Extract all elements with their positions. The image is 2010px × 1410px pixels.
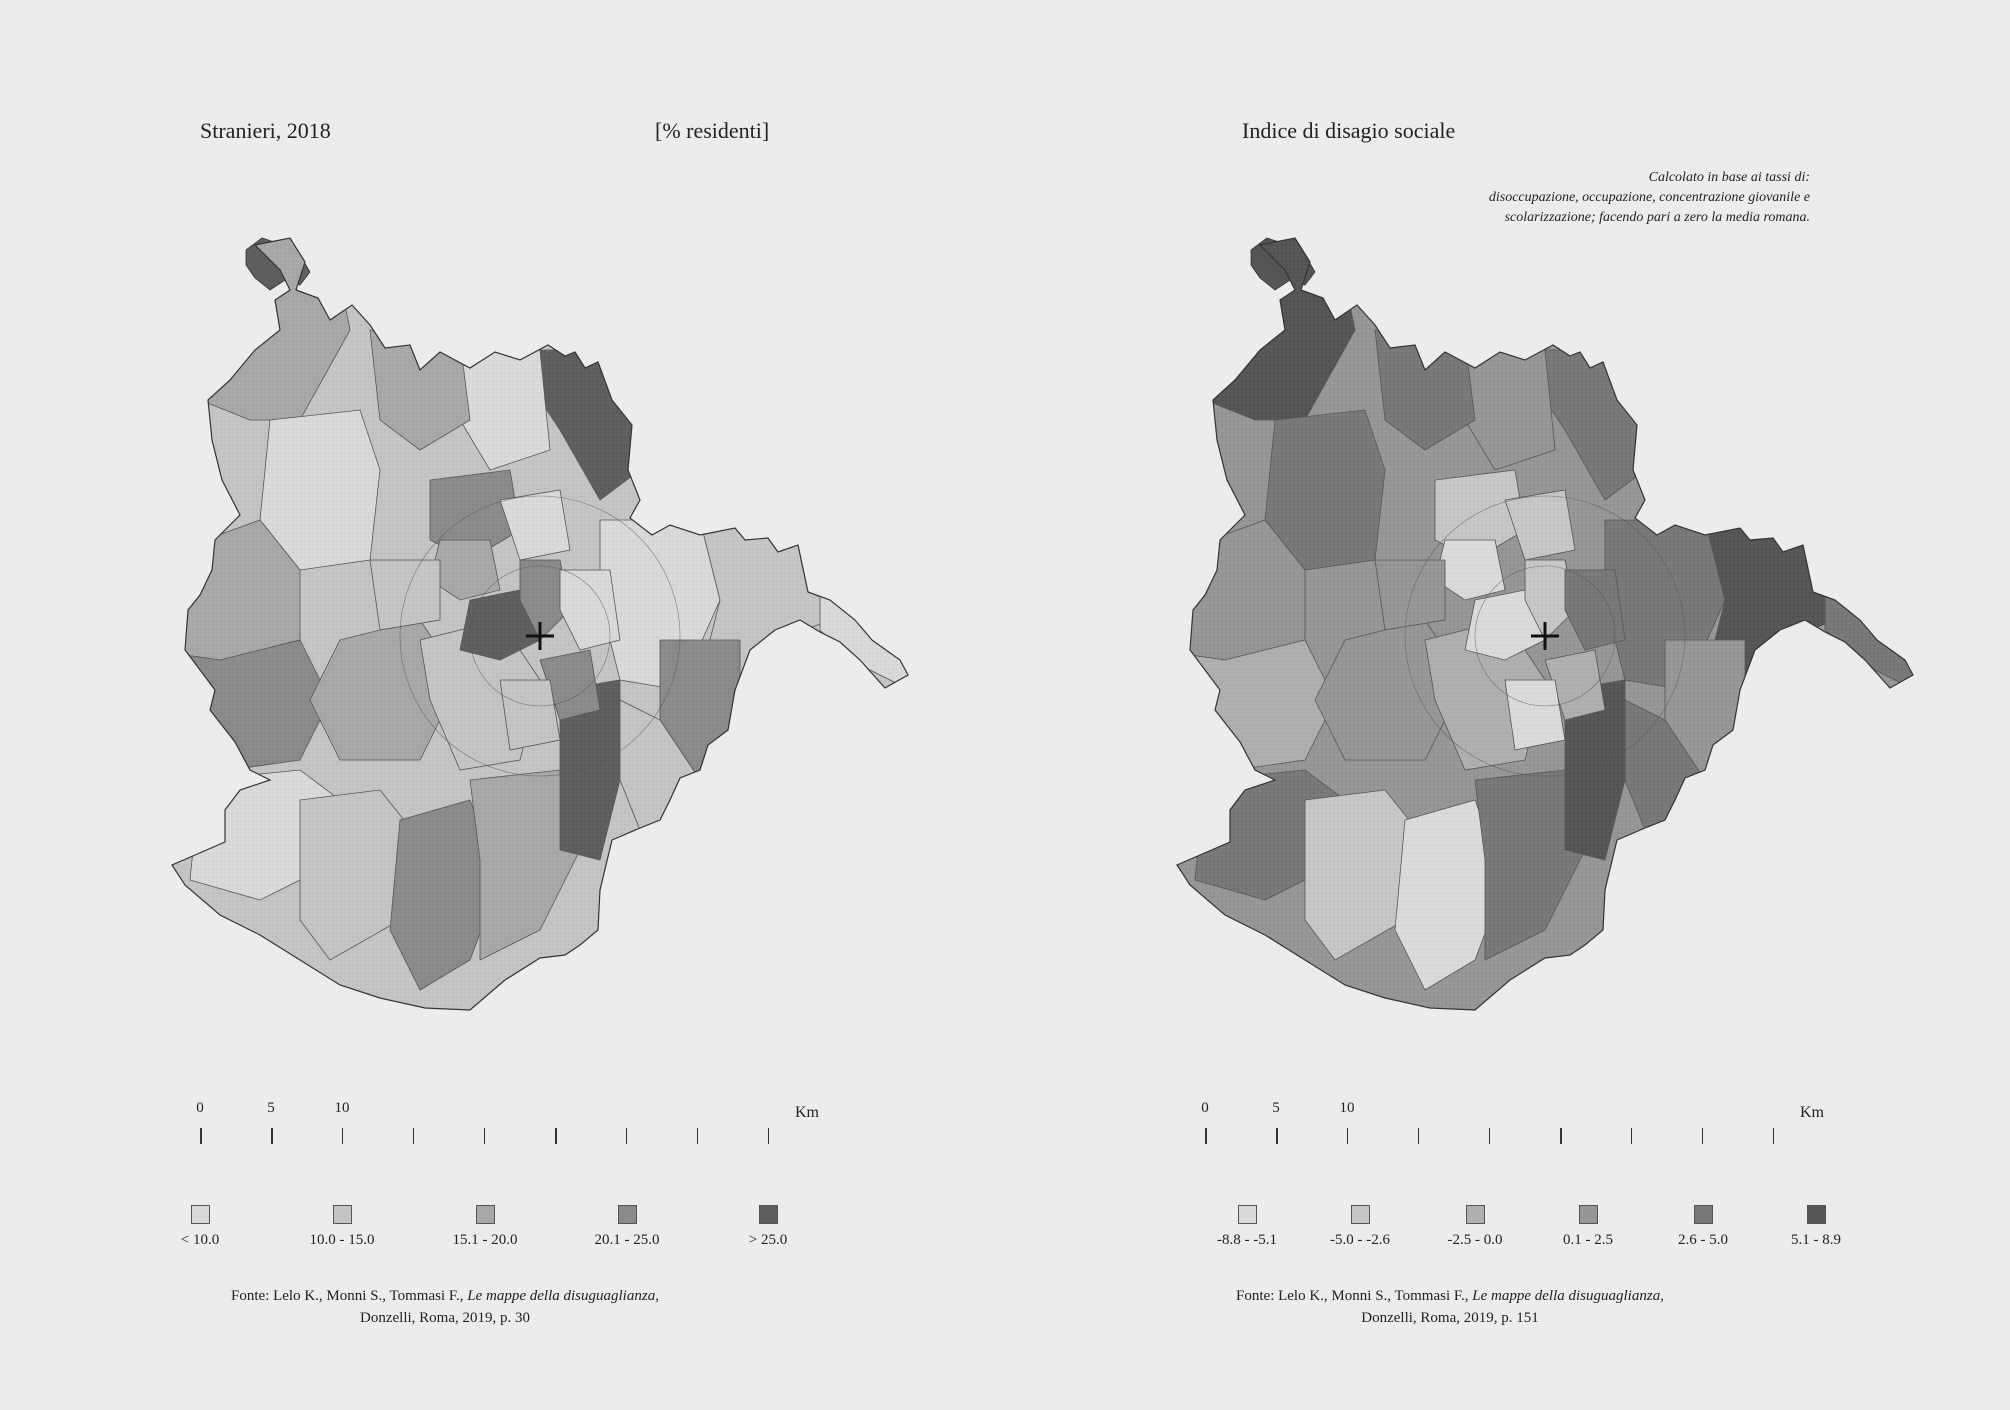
legend-item: [1187, 1205, 1307, 1249]
scale-label-5: 5: [1272, 1100, 1280, 1116]
scale-label-0: 0: [196, 1100, 204, 1116]
legend-item: [1300, 1205, 1420, 1249]
legend-item: [708, 1205, 828, 1249]
scale-label-5: 5: [267, 1100, 275, 1116]
scale-bar: [1195, 1100, 1835, 1140]
legend-label: 0.1 - 2.5: [1563, 1232, 1613, 1248]
legend-label: 10.0 - 15.0: [309, 1232, 375, 1248]
scale-tick: [1205, 1128, 1207, 1144]
legend-item: [1643, 1205, 1763, 1249]
legend-swatch: [1466, 1205, 1485, 1224]
scale-tick: [1276, 1128, 1278, 1144]
legend-swatch: [191, 1205, 210, 1224]
legend-label: 20.1 - 25.0: [594, 1232, 660, 1248]
legend-item: [1528, 1205, 1648, 1249]
scale-tick: [484, 1128, 485, 1144]
note-line: scolarizzazione; facendo pari a zero la media romana.: [1504, 210, 1810, 225]
map-title: Stranieri, 2018: [200, 118, 331, 143]
legend-label: -8.8 - -5.1: [1217, 1232, 1277, 1248]
scale-unit: Km: [1800, 1104, 1824, 1121]
legend-item: [282, 1205, 402, 1249]
legend-label: < 10.0: [180, 1232, 220, 1248]
scale-tick: [555, 1128, 557, 1144]
legend-swatch: [1238, 1205, 1257, 1224]
scale-tick: [1418, 1128, 1419, 1144]
source-line2: Donzelli, Roma, 2019, p. 30: [360, 1310, 530, 1326]
source-book: Le mappe della disuguaglianza: [467, 1288, 656, 1304]
scale-tick: [1631, 1128, 1632, 1144]
legend-item: [425, 1205, 545, 1249]
source-suffix: ,: [1660, 1288, 1664, 1304]
source-prefix: Fonte: Lelo K., Monni S., Tommasi F.,: [231, 1288, 468, 1304]
scale-tick: [626, 1128, 627, 1144]
scale-tick: [413, 1128, 414, 1144]
scale-tick: [1702, 1128, 1703, 1144]
legend-item: [1756, 1205, 1876, 1249]
legend-label: -5.0 - -2.6: [1330, 1232, 1390, 1248]
legend-swatch: [333, 1205, 352, 1224]
legend-swatch: [1579, 1205, 1598, 1224]
map-legend: [150, 1205, 830, 1249]
map-legend: [1155, 1205, 1841, 1249]
legend-swatch: [759, 1205, 778, 1224]
source-citation: [150, 1285, 740, 1329]
legend-item: [567, 1205, 687, 1249]
legend-swatch: [1807, 1205, 1826, 1224]
scale-unit: Km: [795, 1104, 819, 1121]
scale-label-10: 10: [334, 1100, 350, 1116]
scale-tick: [697, 1128, 698, 1144]
legend-label: 5.1 - 8.9: [1791, 1232, 1841, 1248]
legend-swatch: [618, 1205, 637, 1224]
rome-choropleth-map: [1005, 0, 2010, 1410]
scale-tick: [1347, 1128, 1348, 1144]
note-line: Calcolato in base ai tassi di:: [1648, 170, 1810, 185]
source-citation: [1155, 1285, 1745, 1329]
scale-tick: [1560, 1128, 1562, 1144]
legend-label: 2.6 - 5.0: [1678, 1232, 1728, 1248]
map-unit: [% residenti]: [655, 118, 770, 143]
scale-tick: [271, 1128, 273, 1144]
scale-label-0: 0: [1201, 1100, 1209, 1116]
scale-tick: [200, 1128, 202, 1144]
legend-item: [140, 1205, 260, 1249]
scale-tick: [768, 1128, 769, 1144]
map-panel-disagio: [1005, 0, 2010, 1410]
source-suffix: ,: [655, 1288, 659, 1304]
legend-swatch: [476, 1205, 495, 1224]
scale-label-10: 10: [1339, 1100, 1355, 1116]
legend-label: 15.1 - 20.0: [452, 1232, 518, 1248]
scale-tick: [1489, 1128, 1490, 1144]
scale-tick: [342, 1128, 343, 1144]
scale-bar: [190, 1100, 830, 1140]
legend-item: [1415, 1205, 1535, 1249]
legend-swatch: [1351, 1205, 1370, 1224]
note-line: disoccupazione, occupazione, concentrazione giovanile e: [1488, 190, 1810, 205]
map-title: Indice di disagio sociale: [1242, 118, 1456, 143]
scale-tick: [1773, 1128, 1774, 1144]
source-line2: Donzelli, Roma, 2019, p. 151: [1361, 1310, 1539, 1326]
legend-label: > 25.0: [748, 1232, 788, 1248]
legend-label: -2.5 - 0.0: [1447, 1232, 1503, 1248]
source-book: Le mappe della disuguaglianza: [1472, 1288, 1661, 1304]
legend-swatch: [1694, 1205, 1713, 1224]
source-prefix: Fonte: Lelo K., Monni S., Tommasi F.,: [1236, 1288, 1473, 1304]
